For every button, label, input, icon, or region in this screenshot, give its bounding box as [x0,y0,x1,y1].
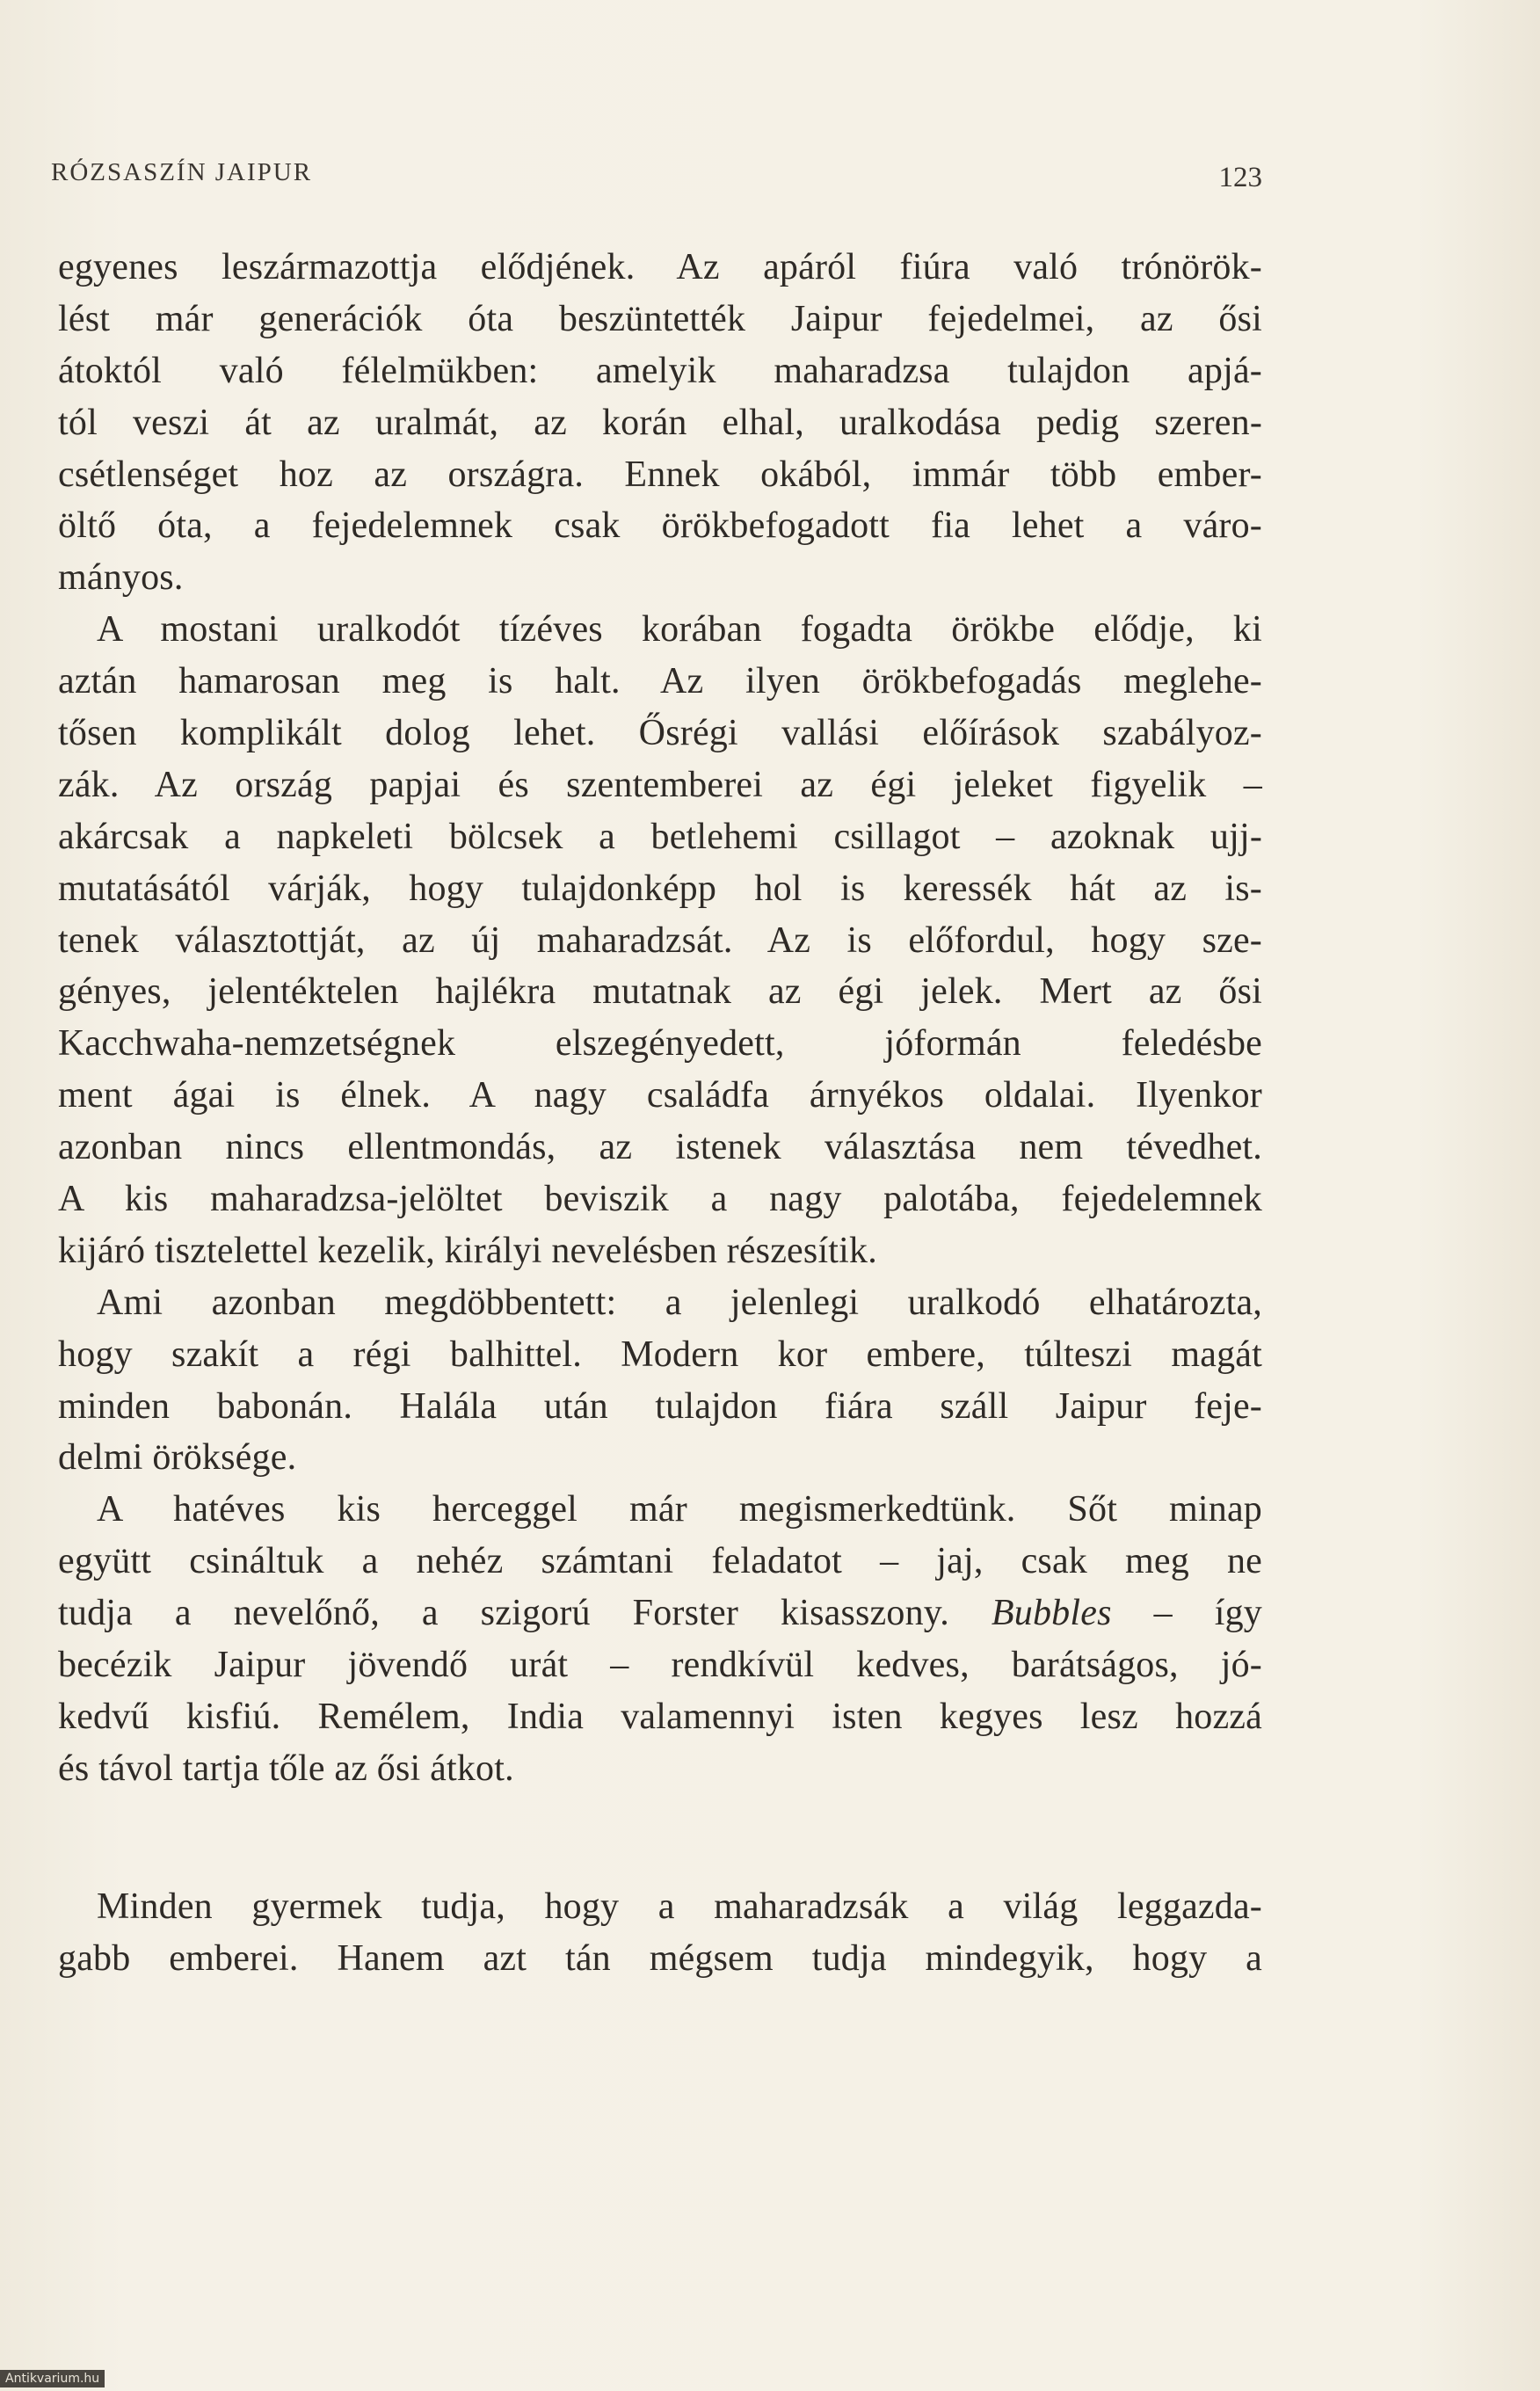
text-line: együtt csináltuk a nehéz számtani feladatot – jaj, csak meg ne [58,1541,1262,1582]
text-line: tól veszi át az uralmát, az korán elhal, uralkodása pedig szeren- [58,402,1262,443]
paragraph-2 [58,604,1262,1277]
text-line: ment ágai is élnek. A nagy családfa árnyékos oldalai. Ilyenkor [58,1075,1262,1116]
text-line-with-italic [58,1588,1262,1639]
text-line: tenek választottját, az új maharadzsát. Az is előfordul, hogy sze- [58,919,1262,961]
text-line: lést már generációk óta beszüntették Jaipur fejedelmei, az ősi [58,298,1262,339]
paragraph-5 [58,1881,1262,1985]
text-line: azonban nincs ellentmondás, az istenek választása nem tévedhet. [58,1127,1262,1168]
text-line: kijáró tisztelettel kezelik, királyi nevelésben részesítik. [58,1230,877,1271]
paragraph-3 [58,1277,1262,1485]
running-head-title: RÓZSASZÍN JAIPUR [51,158,313,186]
text-line: minden babonán. Halála után tulajdon fiára száll Jaipur feje- [58,1385,1262,1427]
text-line: A mostani uralkodót tízéves korában fogadta örökbe elődje, ki [97,609,1262,650]
text-segment: – így [1153,1593,1263,1634]
section-break [58,1795,1262,1881]
text-line: mányos. [58,557,184,599]
paragraph-4 [58,1484,1262,1794]
text-line: gabb emberei. Hanem azt tán mégsem tudja mindegyik, hogy a [58,1937,1262,1979]
text-line: Minden gyermek tudja, hogy a maharadzsák a világ leggazda- [97,1886,1262,1927]
text-line: A kis maharadzsa-jelöltet beviszik a nagy palotába, fejedelemnek [58,1179,1262,1220]
text-line: aztán hamarosan meg is halt. Az ilyen örökbefogadás meglehe- [58,661,1262,702]
text-line: egyenes leszármazottja elődjének. Az apáról fiúra való trónörök- [58,247,1262,287]
text-line: A hatéves kis herceggel már megismerkedtünk. Sőt minap [97,1489,1262,1530]
text-segment: tudja a nevelőnő, a szigorú Forster kisasszony. [58,1593,949,1634]
text-line: és távol tartja tőle az ősi átkot. [58,1748,514,1789]
text-line: kedvű kisfiú. Remélem, India valamennyi isten kegyes lesz hozzá [58,1696,1262,1737]
text-line: átoktól való félelmükben: amelyik maharadzsa tulajdon apjá- [58,350,1262,391]
text-line: hogy szakít a régi balhittel. Modern kor embere, túlteszi magát [58,1334,1262,1375]
text-line: mutatásától várják, hogy tulajdonképp hol is keressék hát az is- [58,868,1262,909]
text-line: zák. Az ország papjai és szentemberei az égi jeleket figyelik – [58,764,1262,805]
text-line: Ami azonban megdöbbentett: a jelenlegi uralkodó elhatározta, [97,1282,1262,1323]
text-line: gényes, jelentéktelen hajlékra mutatnak az égi jelek. Mert az ősi [58,971,1262,1013]
text-line: akárcsak a napkeleti bölcsek a betlehemi csillagot – azoknak ujj- [58,816,1262,857]
body-text [58,242,1262,1985]
text-line: Kacchwaha-nemzetségnek elszegényedett, jóformán feledésbe [58,1023,1262,1065]
page-number: 123 [1218,162,1262,193]
text-line: becézik Jaipur jövendő urát – rendkívül kedves, barátságos, jó- [58,1645,1262,1686]
source-watermark: Antikvarium.hu [0,2370,105,2387]
text-line: tősen komplikált dolog lehet. Ősrégi vallási előírások szabályoz- [58,713,1262,754]
paragraph-1 [58,242,1262,604]
nickname-italic: Bubbles [991,1593,1112,1634]
text-line: delmi öröksége. [58,1437,297,1479]
text-line: öltő óta, a fejedelemnek csak örökbefogadott fia lehet a váro- [58,505,1262,547]
text-line: csétlenséget hoz az országra. Ennek okából, immár több ember- [58,454,1262,495]
